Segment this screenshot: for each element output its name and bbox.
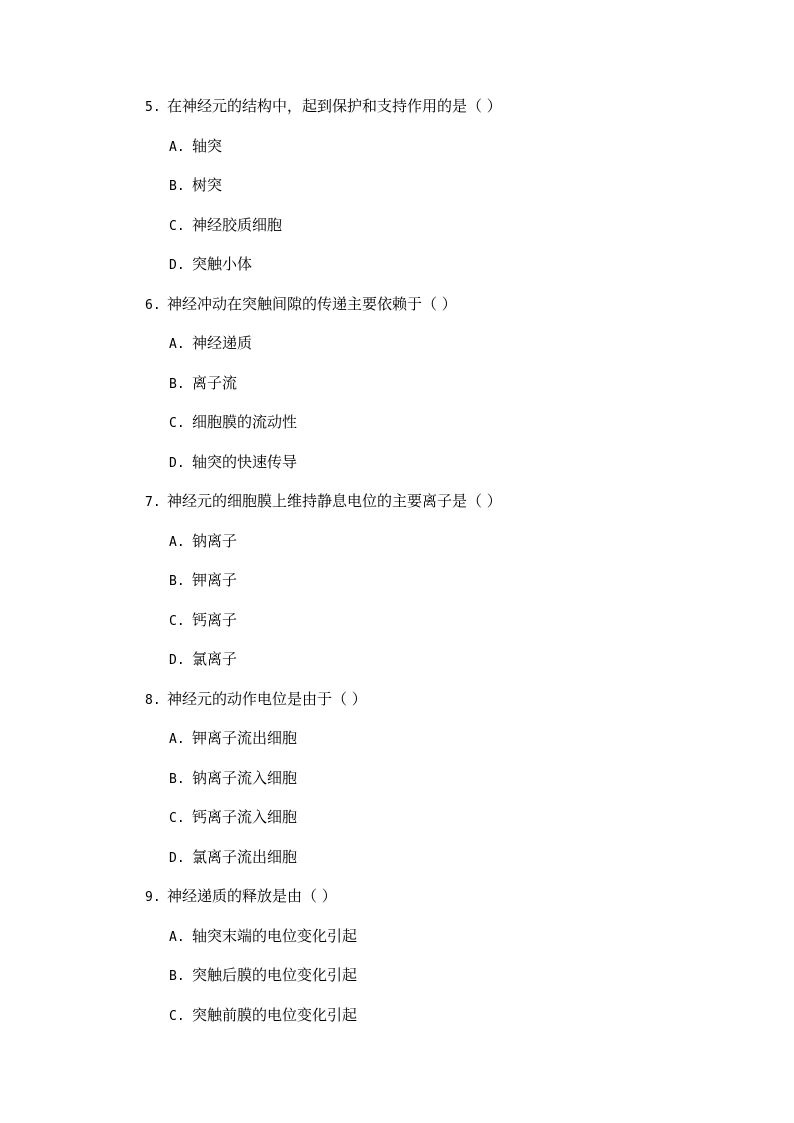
- answer-option: [145, 1004, 745, 1044]
- option-text: 钠离子流入细胞: [192, 768, 298, 787]
- answer-option: [145, 569, 745, 609]
- option-text: 轴突末端的电位变化引起: [192, 926, 358, 945]
- option-letter: C.: [169, 1008, 185, 1024]
- answer-option: [145, 727, 745, 767]
- option-letter: D.: [169, 455, 185, 471]
- option-text: 钙离子流入细胞: [192, 808, 298, 826]
- question-number: 7.: [145, 495, 161, 510]
- option-text: 轴突的快速传导: [192, 452, 298, 471]
- option-letter: D.: [169, 258, 185, 273]
- question-number: 6.: [145, 297, 161, 313]
- question-text: 在神经元的结构中，起到保护和支持作用的是（ ）: [167, 97, 502, 115]
- question-item: [145, 293, 745, 491]
- question-stem: [145, 688, 745, 728]
- question-number: 5.: [145, 100, 161, 115]
- question-number: 8.: [145, 692, 161, 708]
- option-text: 氯离子流出细胞: [192, 847, 298, 866]
- question-text: 神经元的动作电位是由于（ ）: [167, 689, 367, 708]
- option-text: 氯离子: [192, 650, 238, 668]
- question-text: 神经递质的释放是由（ ）: [167, 887, 337, 905]
- answer-option: [145, 451, 745, 491]
- question-stem: [145, 293, 745, 333]
- option-text: 钾离子流出细胞: [192, 729, 298, 747]
- question-item: [145, 95, 745, 293]
- answer-option: [145, 648, 745, 688]
- option-text: 神经胶质细胞: [192, 215, 283, 234]
- answer-option: [145, 925, 745, 965]
- question-number: 9.: [145, 890, 161, 905]
- option-letter: A.: [169, 337, 185, 352]
- option-letter: A.: [169, 139, 185, 155]
- answer-option: [145, 174, 745, 214]
- option-letter: A.: [169, 929, 185, 945]
- question-stem: [145, 490, 745, 530]
- question-item: [145, 688, 745, 886]
- option-letter: B.: [169, 574, 185, 589]
- option-text: 钾离子: [192, 571, 238, 589]
- option-letter: B.: [169, 376, 185, 392]
- question-item: [145, 885, 745, 1043]
- answer-option: [145, 411, 745, 451]
- option-text: 突触前膜的电位变化引起: [192, 1005, 358, 1024]
- option-letter: C.: [169, 613, 185, 629]
- option-text: 离子流: [192, 373, 238, 392]
- question-text: 神经元的细胞膜上维持静息电位的主要离子是（ ）: [167, 492, 502, 510]
- option-text: 突触小体: [192, 255, 253, 273]
- option-letter: C.: [169, 811, 185, 826]
- option-text: 细胞膜的流动性: [192, 413, 298, 431]
- option-text: 轴突: [192, 136, 223, 155]
- answer-option: [145, 767, 745, 807]
- answer-option: [145, 530, 745, 570]
- option-letter: B.: [169, 179, 185, 194]
- option-letter: C.: [169, 218, 185, 234]
- question-text: 神经冲动在突触间隙的传递主要依赖于（ ）: [167, 294, 457, 313]
- question-item: [145, 490, 745, 688]
- option-text: 树突: [192, 176, 223, 194]
- answer-option: [145, 253, 745, 293]
- question-list: [145, 95, 745, 1043]
- answer-option: [145, 964, 745, 1004]
- answer-option: [145, 332, 745, 372]
- option-letter: D.: [169, 653, 185, 668]
- option-letter: D.: [169, 850, 185, 866]
- answer-option: [145, 846, 745, 886]
- answer-option: [145, 214, 745, 254]
- answer-option: [145, 609, 745, 649]
- option-text: 钠离子: [192, 531, 238, 550]
- option-letter: A.: [169, 732, 185, 747]
- option-text: 神经递质: [192, 334, 253, 352]
- answer-option: [145, 372, 745, 412]
- answer-option: [145, 135, 745, 175]
- option-letter: B.: [169, 771, 185, 787]
- option-text: 钙离子: [192, 610, 238, 629]
- option-letter: B.: [169, 969, 185, 984]
- option-letter: A.: [169, 534, 185, 550]
- option-text: 突触后膜的电位变化引起: [192, 966, 358, 984]
- option-letter: C.: [169, 416, 185, 431]
- question-stem: [145, 885, 745, 925]
- question-stem: [145, 95, 745, 135]
- answer-option: [145, 806, 745, 846]
